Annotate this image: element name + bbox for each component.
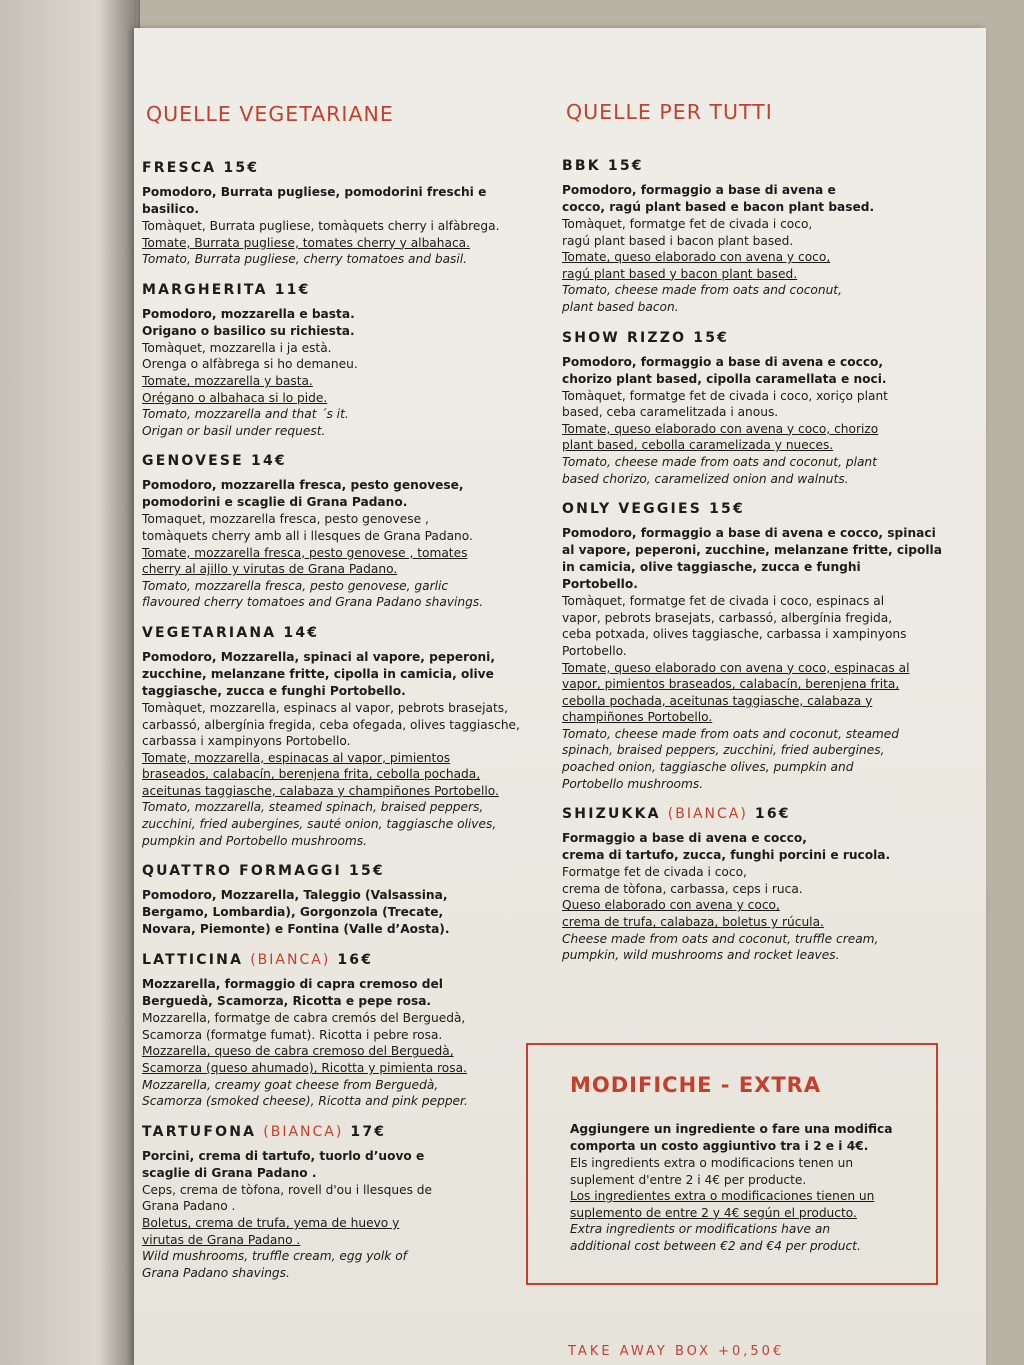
spanish-description: vapor, pimientos braseados, calabacín, berenjena frita, <box>562 677 900 692</box>
catalan-description: Tomàquet, formatge fet de civada i coco, <box>562 217 813 231</box>
spanish-description: Scamorza (queso ahumado), Ricotta y pimienta rosa. <box>142 1061 467 1076</box>
english-description: additional cost between €2 and €4 per product. <box>570 1238 861 1253</box>
spanish-description: plant based, cebolla caramelizada y nueces. <box>562 438 834 453</box>
item-price: 15€ <box>693 329 730 346</box>
catalan-description: ceba potxada, olives taggiasche, carbassa i xampinyons <box>562 627 907 642</box>
catalan-description: Tomàquet, mozzarella i ja està. <box>142 340 332 355</box>
item-price: 11€ <box>274 281 311 298</box>
catalan-description: Mozzarella, formatge de cabra cremós del Berguedà, <box>142 1011 466 1026</box>
catalan-description: carbassó, albergínia fregida, ceba ofegada, olives taggiasche, <box>142 717 520 732</box>
english-description: Tomato, cheese made from oats and coconut, steamed <box>562 726 900 741</box>
italian-description: Porcini, crema di tartufo, tuorlo d’uovo e <box>142 1148 425 1163</box>
english-description: flavoured cherry tomatoes and Grana Padano shavings. <box>142 595 484 610</box>
italian-description: Pomodoro, formaggio a base di avena e <box>562 183 836 197</box>
spanish-description: crema de trufa, calabaza, boletus y rúcula. <box>562 915 824 930</box>
italian-description: chorizo plant based, cipolla caramellata e noci. <box>562 371 887 386</box>
spanish-description: Tomate, Burrata pugliese, tomates cherry y albahaca. <box>142 235 471 250</box>
extras-box <box>526 1043 938 1285</box>
item-title <box>142 282 542 298</box>
spanish-description: Queso elaborado con avena y coco, <box>562 898 780 913</box>
italian-description: Pomodoro, Burrata pugliese, pomodorini freschi e basilico. <box>142 185 487 216</box>
item-title <box>142 453 542 469</box>
english-description: Scamorza (smoked cheese), Ricotta and pink pepper. <box>142 1094 468 1109</box>
menu-item <box>142 863 542 938</box>
spanish-description: cebolla pochada, aceitunas taggiasche, calabaza y <box>562 693 873 708</box>
italian-description: Pomodoro, mozzarella e basta. <box>142 306 355 321</box>
english-description: zucchini, fried aubergines, sauté onion, taggiasche olives, <box>142 817 497 832</box>
takeaway-box-note: TAKE AWAY BOX +0,50€ <box>568 1344 785 1359</box>
spanish-description: Tomate, queso elaborado con avena y coco, <box>562 250 831 265</box>
italian-description: Pomodoro, Mozzarella, Taleggio (Valsassina, <box>142 888 448 903</box>
english-description: Tomato, mozzarella and that ´s it. <box>142 407 349 422</box>
catalan-description: Formatge fet de civada i coco, <box>562 865 747 880</box>
item-title <box>562 158 962 174</box>
italian-description: Bergamo, Lombardia), Gorgonzola (Trecate, <box>142 905 444 920</box>
item-tag: (BIANCA) <box>263 1123 344 1140</box>
menu-item <box>142 625 542 849</box>
english-description: Wild mushrooms, truffle cream, egg yolk of <box>142 1249 407 1264</box>
italian-description: cocco, ragú plant based e bacon plant based. <box>562 200 875 214</box>
item-name: TARTUFONA <box>142 1123 257 1140</box>
item-price: 15€ <box>349 863 385 880</box>
item-title <box>142 952 542 968</box>
catalan-description: Scamorza (formatge fumat). Ricotta i pebre rosa. <box>142 1027 443 1042</box>
catalan-description: crema de tòfona, carbassa, ceps i ruca. <box>562 881 803 896</box>
item-name: MARGHERITA <box>142 281 268 298</box>
catalan-description: Els ingredients extra o modificacions tenen un <box>570 1156 854 1170</box>
spanish-description: Los ingredientes extra o modificaciones tienen un <box>570 1189 875 1204</box>
item-tag: (BIANCA) <box>250 952 331 969</box>
spanish-description: braseados, calabacín, berenjena frita, cebolla pochada, <box>142 767 481 782</box>
english-description: plant based bacon. <box>562 299 679 314</box>
menu-item <box>142 1124 542 1282</box>
item-price: 15€ <box>223 160 260 176</box>
italian-description: Portobello. <box>562 577 638 592</box>
catalan-description: Grana Padano . <box>142 1199 236 1214</box>
english-description: Tomato, mozzarella, steamed spinach, braised peppers, <box>142 800 484 815</box>
item-list <box>562 158 962 964</box>
italian-description: Pomodoro, mozzarella fresca, pesto genovese, <box>142 478 464 493</box>
english-description: Tomato, cheese made from oats and coconut, <box>562 283 842 298</box>
italian-description: Berguedà, Scamorza, Ricotta e pepe rosa. <box>142 994 432 1009</box>
vegetarian-column <box>142 102 542 1295</box>
italian-description: taggiasche, zucca e funghi Portobello. <box>142 683 406 698</box>
english-description: Grana Padano shavings. <box>142 1265 290 1280</box>
catalan-description: Tomàquet, formatge fet de civada i coco, xoriço plant <box>562 388 888 403</box>
item-title <box>142 863 542 879</box>
catalan-description: ragú plant based i bacon plant based. <box>562 233 794 248</box>
menu-item <box>142 453 542 611</box>
italian-description: Pomodoro, formaggio a base di avena e cocco, <box>562 354 884 369</box>
item-name: ONLY VEGGIES <box>562 501 703 518</box>
spanish-description: Tomate, queso elaborado con avena y coco, chorizo <box>562 421 879 436</box>
italian-description: Origano o basilico su richiesta. <box>142 323 355 338</box>
italian-description: Pomodoro, formaggio a base di avena e cocco, spinaci <box>562 526 936 541</box>
extras-text <box>570 1121 910 1255</box>
italian-description: Novara, Piemonte) e Fontina (Valle d’Aosta). <box>142 922 450 937</box>
catalan-description: suplement d'entre 2 i 4€ per producte. <box>570 1172 807 1187</box>
item-title <box>142 160 542 176</box>
spanish-description: virutas de Grana Padano . <box>142 1232 301 1247</box>
menu-item <box>142 952 542 1110</box>
item-title <box>562 330 962 346</box>
italian-description: Aggiungere un ingrediente o fare una modifica <box>570 1122 893 1136</box>
english-description: Extra ingredients or modifications have an <box>570 1222 831 1237</box>
spanish-description: aceitunas taggiasche, calabaza y champiñones Portobello. <box>142 783 499 798</box>
catalan-description: carbassa i xampinyons Portobello. <box>142 734 351 749</box>
catalan-description: Portobello. <box>562 643 627 658</box>
catalan-description: vapor, pebrots brasejats, carbassó, albergínia fregida, <box>562 610 893 625</box>
catalan-description: Orenga o alfàbrega si ho demaneu. <box>142 357 358 372</box>
menu-item <box>562 330 962 488</box>
catalan-description: Tomàquet, mozzarella, espinacs al vapor, pebrots brasejats, <box>142 700 509 715</box>
italian-description: in camicia, olive taggiasche, zucca e funghi <box>562 560 861 575</box>
menu-item <box>142 282 542 440</box>
italian-description: comporta un costo aggiuntivo tra i 2 e i 4€. <box>570 1139 869 1153</box>
item-tag: (BIANCA) <box>667 806 748 823</box>
catalan-description: Tomàquet, Burrata pugliese, tomàquets cherry i alfàbrega. <box>142 219 500 233</box>
item-price: 15€ <box>709 501 745 518</box>
catalan-description: Ceps, crema de tòfona, rovell d'ou i llesques de <box>142 1182 433 1197</box>
item-price: 16€ <box>337 952 374 969</box>
item-title <box>562 501 962 517</box>
menu-item <box>142 160 542 268</box>
english-description: pumpkin, wild mushrooms and rocket leaves. <box>562 948 840 963</box>
item-name: BBK <box>562 158 601 174</box>
english-description: Origan or basil under request. <box>142 423 326 438</box>
english-description: Cheese made from oats and coconut, truffle cream, <box>562 931 879 946</box>
italian-description: Pomodoro, Mozzarella, spinaci al vapore, peperoni, <box>142 649 495 664</box>
item-title <box>142 625 542 641</box>
italian-description: scaglie di Grana Padano . <box>142 1165 317 1180</box>
italian-description: pomodorini e scaglie di Grana Padano. <box>142 495 408 510</box>
catalan-description: based, ceba caramelitzada i anous. <box>562 405 779 420</box>
english-description: spinach, braised peppers, zucchini, fried aubergines, <box>562 743 885 758</box>
spanish-description: Mozzarella, queso de cabra cremoso del Berguedà, <box>142 1044 454 1059</box>
for-everyone-column <box>562 100 962 978</box>
item-name: FRESCA <box>142 160 217 176</box>
menu-item <box>562 158 962 316</box>
english-description: Tomato, mozzarella fresca, pesto genovese, garlic <box>142 578 449 593</box>
spanish-description: suplemento de entre 2 y 4€ según el producto. <box>570 1205 857 1220</box>
item-name: SHIZUKKA <box>562 806 661 823</box>
item-price: 15€ <box>607 158 644 174</box>
extras-title: MODIFICHE - EXTRA <box>570 1073 822 1097</box>
catalan-description: Tomaquet, mozzarella fresca, pesto genovese , <box>142 512 429 527</box>
english-description: Tomato, cheese made from oats and coconut, plant <box>562 454 877 469</box>
item-name: GENOVESE <box>142 453 244 470</box>
english-description: poached onion, taggiasche olives, pumpkin and <box>562 760 854 775</box>
english-description: pumpkin and Portobello mushrooms. <box>142 833 367 848</box>
item-name: VEGETARIANA <box>142 624 277 641</box>
item-price: 14€ <box>251 453 287 470</box>
item-name: LATTICINA <box>142 952 244 969</box>
catalan-description: tomàquets cherry amb all i llesques de Grana Padano. <box>142 528 473 543</box>
item-name: QUATTRO FORMAGGI <box>142 863 342 880</box>
item-price: 16€ <box>754 806 791 823</box>
item-list <box>142 160 542 1281</box>
section-title: QUELLE PER TUTTI <box>566 100 773 124</box>
item-title <box>142 1124 542 1140</box>
item-title <box>562 806 962 822</box>
english-description: Portobello mushrooms. <box>562 776 704 791</box>
spanish-description: Tomate, mozzarella, espinacas al vapor, pimientos <box>142 750 451 765</box>
english-description: based chorizo, caramelized onion and walnuts. <box>562 471 849 486</box>
spanish-description: Orégano o albahaca si lo pide. <box>142 390 328 405</box>
english-description: Tomato, Burrata pugliese, cherry tomatoes and basil. <box>142 252 468 267</box>
italian-description: Formaggio a base di avena e cocco, <box>562 831 807 846</box>
spanish-description: Boletus, crema de trufa, yema de huevo y <box>142 1216 400 1230</box>
italian-description: crema di tartufo, zucca, funghi porcini e rucola. <box>562 848 891 863</box>
spanish-description: cherry al ajillo y virutas de Grana Padano. <box>142 562 398 577</box>
spanish-description: ragú plant based y bacon plant based. <box>562 266 798 281</box>
item-price: 17€ <box>350 1123 387 1140</box>
spanish-description: champiñones Portobello. <box>562 710 713 725</box>
menu-item <box>562 501 962 792</box>
english-description: Mozzarella, creamy goat cheese from Berguedà, <box>142 1077 439 1092</box>
section-title: QUELLE VEGETARIANE <box>146 102 394 126</box>
spanish-description: Tomate, mozzarella y basta. <box>142 373 313 388</box>
menu-page <box>134 28 986 1365</box>
menu-item <box>562 806 962 964</box>
item-name: SHOW RIZZO <box>562 329 687 346</box>
spanish-description: Tomate, queso elaborado con avena y coco, espinacas al <box>562 660 910 675</box>
italian-description: zucchine, melanzane fritte, cipolla in camicia, olive <box>142 666 494 681</box>
catalan-description: Tomàquet, formatge fet de civada i coco, espinacs al <box>562 594 885 609</box>
italian-description: al vapore, peperoni, zucchine, melanzane fritte, cipolla <box>562 543 942 558</box>
italian-description: Mozzarella, formaggio di capra cremoso del <box>142 977 443 992</box>
item-price: 14€ <box>283 624 320 641</box>
spanish-description: Tomate, mozzarella fresca, pesto genovese , tomates <box>142 545 468 560</box>
